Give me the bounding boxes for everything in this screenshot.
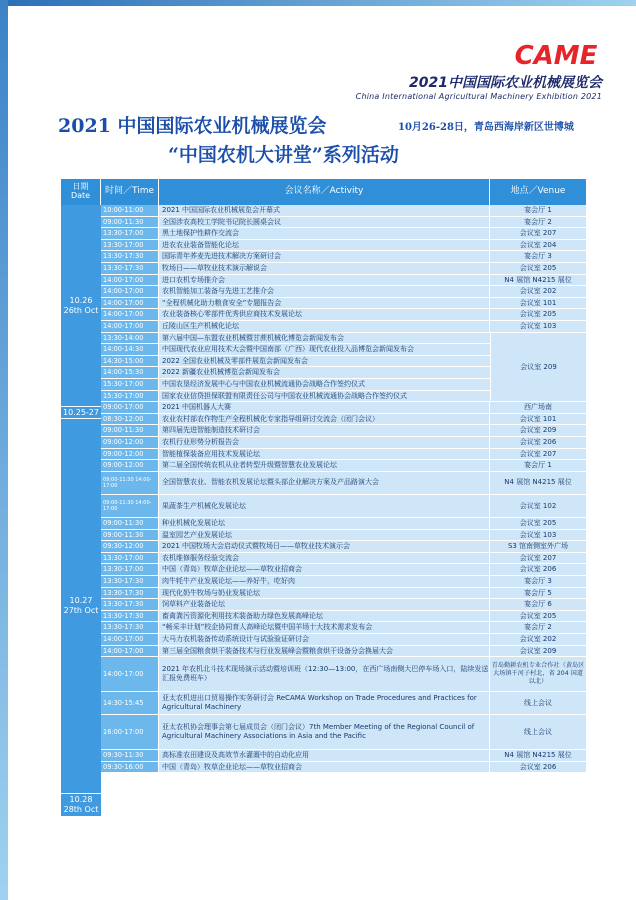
date-en: 26th Oct (63, 305, 99, 315)
table-row (101, 657, 586, 692)
row-venue: N4 展馆 N4215 展位 (490, 750, 586, 761)
row-venue: 宴会厅 3 (490, 251, 586, 262)
row-activity: 2022 新疆农业机械博览会新闻发布会 (159, 367, 490, 378)
table-row (101, 275, 586, 287)
table-row (101, 217, 586, 229)
row-venue: 会议室 205 (490, 611, 586, 622)
row-venue: 宴会厅 1 (490, 460, 586, 471)
table-row (101, 205, 586, 217)
date-cell (61, 419, 101, 794)
row-venue: 会议室 207 (490, 553, 586, 564)
row-time: 13:30-17:30 (101, 599, 159, 610)
row-venue: 宴会厅 2 (490, 622, 586, 633)
table-row (101, 588, 586, 600)
row-activity: 进口农机专场推介会 (159, 275, 490, 286)
row-time: 13:30-17:00 (101, 553, 159, 564)
row-activity: 2021 年农机北斗技术现场演示活动暨培训班（12:30—13:00，在西广场南侧大巴停车场入口，陆续发送汇报免费班车） (159, 657, 490, 691)
row-venue: 会议室 204 (490, 240, 586, 251)
date-cell (61, 794, 101, 817)
row-time: 13:30-14:00 (101, 333, 159, 344)
schedule-rows (101, 205, 586, 817)
row-activity: 高标准农田建设及高效节水灌溉中的自动化应用 (159, 750, 490, 761)
row-activity: 饲草料产业装备论坛 (159, 599, 490, 610)
row-activity: 全国智慧农业、智能农机发展论坛暨头部企业解决方案及产品路演大会 (159, 472, 490, 494)
row-activity: “全程机械化助力粮食安全”专题报告会 (159, 298, 490, 309)
came-logo-icon (510, 38, 602, 70)
table-row (101, 634, 586, 646)
row-time: 14:00-17:00 (101, 298, 159, 309)
page-subtitle: “中国农机大讲堂”系列活动 (168, 144, 399, 166)
table-row (101, 251, 586, 263)
row-venue: 会议室 202 (490, 286, 586, 297)
table-row (101, 437, 586, 449)
table-row (101, 692, 586, 715)
row-activity: 亚太农机协会理事会第七届成员会（闭门会议）7th Member Meeting of the Regional Council of Agricultural Machinery Associations in Asia and the Pacific (159, 715, 490, 749)
table-row (101, 553, 586, 565)
row-activity: 温室园艺产业发展论坛 (159, 530, 490, 541)
table-row (101, 321, 586, 333)
table-row (101, 762, 586, 774)
table-body (61, 205, 586, 817)
row-time: 09:30-16:00 (101, 762, 159, 773)
row-activity: 智能植保装备应用技术发展论坛 (159, 449, 490, 460)
row-activity: 农业农村部农作物生产全程机械化专家指导组研讨交流会（闭门会议） (159, 414, 490, 425)
row-venue: 会议室 205 (490, 309, 586, 320)
row-venue: 宴会厅 1 (490, 205, 586, 216)
date-en: 28th Oct (63, 804, 99, 814)
column-date-cn: 日期 (72, 182, 89, 192)
table-row (101, 449, 586, 461)
row-activity: “畅采丰计划”校企协同育人高峰论坛暨中国羊场十大技术需求发布会 (159, 622, 490, 633)
date-cn: 10.28 (69, 794, 93, 804)
row-venue: 会议室 102 (490, 495, 586, 517)
table-row (101, 298, 586, 310)
row-venue: 西广场南 (490, 402, 586, 413)
row-venue: 会议室 101 (490, 298, 586, 309)
row-activity: 中国现代农业应用技术大会暨中国南部（广西）现代农业投入品博览会新闻发布会 (159, 344, 490, 355)
row-time: 13:30-17:30 (101, 611, 159, 622)
table-row (101, 402, 586, 414)
date-cn: 10.25-27 (63, 407, 99, 417)
row-activity: 种业机械化发展论坛 (159, 518, 490, 529)
row-activity: 第六届中国—东盟农业机械暨甘蔗机械化博览会新闻发布会 (159, 333, 490, 344)
row-time: 14:30-15:00 (101, 356, 159, 367)
row-venue: 宴会厅 6 (490, 599, 586, 610)
date-cell (61, 205, 101, 407)
row-venue: 会议室 207 (490, 449, 586, 460)
row-venue: N4 展馆 N4215 展位 (490, 472, 586, 494)
press-conference-group (101, 333, 586, 403)
row-time: 14:00-14:30 (101, 344, 159, 355)
table-row (101, 599, 586, 611)
row-venue: S3 馆南侧室外广场 (490, 541, 586, 552)
column-venue: 地点／Venue (510, 186, 566, 197)
column-date (61, 179, 101, 205)
date-column (61, 205, 101, 817)
date-cn: 10.26 (69, 295, 93, 305)
row-time: 09:00-11:30 (101, 518, 159, 529)
row-activity: 第四届先进智能制造技术研讨会 (159, 425, 490, 436)
date-en: 27th Oct (63, 605, 99, 615)
table-row (101, 228, 586, 240)
row-activity: 牧场日——草牧业技术演示解说会 (159, 263, 490, 274)
row-venue: 线上会议 (490, 692, 586, 714)
row-time: 15:30-17:00 (101, 391, 159, 402)
row-time: 09:30-11:30 (101, 750, 159, 761)
row-venue: 会议室 205 (490, 263, 586, 274)
row-time: 09:00-11:30 14:00-17:00 (101, 472, 159, 494)
row-time: 09:00-11:30 (101, 217, 159, 228)
row-time: 09:00-11:30 14:00-17:00 (101, 495, 159, 517)
table-row (101, 611, 586, 623)
row-venue: 会议室 206 (490, 437, 586, 448)
exhibition-logo (302, 22, 602, 102)
table-row (101, 344, 490, 356)
row-time: 13:30-17:00 (101, 564, 159, 575)
table-row (101, 391, 490, 403)
table-row (101, 750, 586, 762)
date-place: 10月26-28日，青岛西海岸新区世博城 (398, 122, 574, 133)
row-activity: 亚太农机进出口贸易操作实务研讨会 ReCAMA Workshop on Trade Procedures and Practices for Agricultural Machinery (159, 692, 490, 714)
row-time: 13:30-17:30 (101, 263, 159, 274)
row-activity: 2022 全国农业机械及零部件展览会新闻发布会 (159, 356, 490, 367)
table-row (101, 460, 586, 472)
row-time: 08:30-12:00 (101, 414, 159, 425)
row-time: 13:30-17:30 (101, 622, 159, 633)
table-row (101, 495, 586, 518)
row-venue: 会议室 202 (490, 634, 586, 645)
row-time: 14:30-15:45 (101, 692, 159, 714)
row-time: 14:00-17:00 (101, 646, 159, 657)
row-venue: 宴会厅 5 (490, 588, 586, 599)
schedule-table (61, 179, 586, 817)
column-time: 时间／Time (101, 179, 159, 205)
row-time: 14:00-17:00 (101, 321, 159, 332)
row-activity: 农机行业形势分析报告会 (159, 437, 490, 448)
table-row (101, 576, 586, 588)
row-time: 13:30-17:30 (101, 251, 159, 262)
row-activity: 国际青年荞麦先进技术解决方案研讨会 (159, 251, 490, 262)
row-time: 09:00-12:00 (101, 437, 159, 448)
row-time: 09:00-11:30 (101, 530, 159, 541)
row-activity: 肉牛牦牛产业发展论坛——养好牛，吃好肉 (159, 576, 490, 587)
row-time: 14:00-17:00 (101, 275, 159, 286)
table-row (101, 564, 586, 576)
row-venue: 会议室 103 (490, 321, 586, 332)
row-activity: 国家农业信贷担保联盟有限责任公司与中国农业机械流通协会战略合作签约仪式 (159, 391, 490, 402)
table-row (101, 518, 586, 530)
table-row (101, 263, 586, 275)
table-row (101, 541, 586, 553)
row-activity: 农机智能加工装备与先进工艺推介会 (159, 286, 490, 297)
row-venue: 宴会厅 3 (490, 576, 586, 587)
table-row (101, 622, 586, 634)
row-activity: 第三届全国粮食烘干装备技术与行业发展峰会暨粮食烘干设备分会换届大会 (159, 646, 490, 657)
row-venue: 宴会厅 2 (490, 217, 586, 228)
row-activity: 全国涉农高校工学院书记院长圆桌会议 (159, 217, 490, 228)
date-cell (61, 407, 101, 419)
row-activity: 大马力农机装备传动系统设计与试验验证研讨会 (159, 634, 490, 645)
table-row (101, 356, 490, 368)
row-activity: 中国（青岛）牧草企业论坛——草牧业招商会 (159, 762, 490, 773)
row-venue: 会议室 205 (490, 518, 586, 529)
row-activity: 畜禽粪污资源化利用技术装备助力绿色发展高峰论坛 (159, 611, 490, 622)
row-venue: 会议室 103 (490, 530, 586, 541)
row-time: 09:30-12:00 (101, 541, 159, 552)
row-time: 09:00-11:30 (101, 425, 159, 436)
table-row (101, 646, 586, 658)
row-activity: 2021 中国牧场大会启动仪式暨牧场日——草牧业技术演示会 (159, 541, 490, 552)
row-venue: 青岛勤耕农机专业合作社（黄岛区大场镇千河子村北，省 204 国道以北） (490, 657, 586, 691)
row-time: 10:00-11:00 (101, 205, 159, 216)
row-time: 15:30-17:00 (101, 379, 159, 390)
table-row (101, 715, 586, 750)
row-activity: 丘陵山区生产机械化论坛 (159, 321, 490, 332)
row-activity: 农业装备核心零部件优秀供应商技术发展论坛 (159, 309, 490, 320)
row-time: 14:00-15:30 (101, 367, 159, 378)
row-time: 09:00-17:00 (101, 402, 159, 413)
column-date-en: Date (70, 191, 91, 200)
row-venue: 会议室 209 (490, 646, 586, 657)
row-time: 14:00-17:00 (101, 657, 159, 691)
row-time: 13:30-17:00 (101, 228, 159, 239)
row-time: 09:00-12:00 (101, 449, 159, 460)
row-activity: 农机维修服务经验交流会 (159, 553, 490, 564)
table-row (101, 309, 586, 321)
row-activity: 中国（青岛）牧草企业论坛——草牧业招商会 (159, 564, 490, 575)
row-time: 14:00-17:00 (101, 309, 159, 320)
row-time: 14:00-17:00 (101, 286, 159, 297)
merged-venue: 会议室 209 (490, 333, 586, 403)
row-activity: 进农农业装备智能化论坛 (159, 240, 490, 251)
table-row (101, 286, 586, 298)
table-row (101, 530, 586, 542)
date-cn: 10.27 (69, 595, 93, 605)
table-header (61, 179, 586, 205)
row-time: 13:30-17:30 (101, 576, 159, 587)
row-time: 13:30-17:00 (101, 240, 159, 251)
table-row (101, 240, 586, 252)
logo-subtitle: China International Agricultural Machinery Exhibition 2021 (355, 92, 602, 101)
logo-title: 2021中国国际农业机械展览会 (409, 75, 602, 91)
row-activity: 2021 中国国际农业机械展览会开幕式 (159, 205, 490, 216)
row-activity: 中国农垦经济发展中心与中国农业机械流通协会战略合作签约仪式 (159, 379, 490, 390)
row-time: 14:00-17:00 (101, 634, 159, 645)
table-row (101, 425, 586, 437)
row-activity: 现代化奶牛牧场与奶业发展论坛 (159, 588, 490, 599)
row-activity: 黑土地保护性耕作交流会 (159, 228, 490, 239)
row-venue: 会议室 206 (490, 762, 586, 773)
row-venue: 会议室 207 (490, 228, 586, 239)
row-venue: 会议室 209 (490, 425, 586, 436)
table-row (101, 379, 490, 391)
row-time: 16:00-17:00 (101, 715, 159, 749)
table-row (101, 414, 586, 426)
top-decor-strip (0, 0, 636, 6)
row-venue: N4 展馆 N4215 展位 (490, 275, 586, 286)
row-time: 09:00-12:00 (101, 460, 159, 471)
row-activity: 第二届全国传统农机从业者转型升级暨智慧农业发展论坛 (159, 460, 490, 471)
table-row (101, 367, 490, 379)
column-activity: 会议名称／Activity (159, 179, 490, 205)
row-activity: 2021 中国机器人大赛 (159, 402, 490, 413)
page-title: 2021 中国国际农业机械展览会 (58, 115, 327, 137)
table-row (101, 333, 490, 345)
logo-mark-text: CAME (514, 41, 598, 70)
row-venue: 会议室 101 (490, 414, 586, 425)
row-venue: 线上会议 (490, 715, 586, 749)
row-time: 13:30-17:30 (101, 588, 159, 599)
row-venue: 会议室 206 (490, 564, 586, 575)
row-activity: 果蔬茶生产机械化发展论坛 (159, 495, 490, 517)
side-decor-strip (0, 0, 8, 900)
table-row (101, 472, 586, 495)
